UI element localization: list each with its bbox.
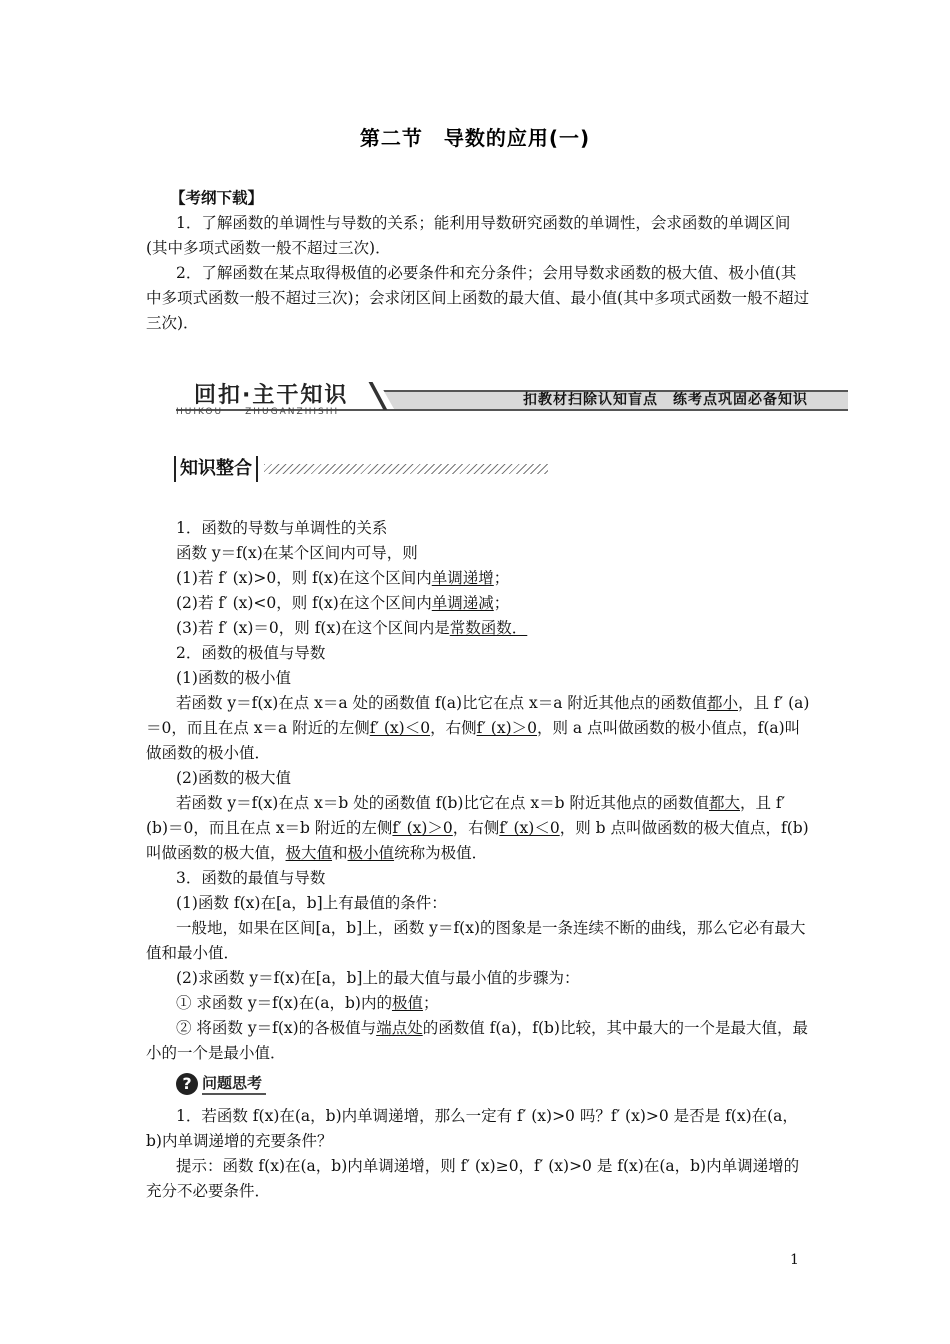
syllabus-heading: 【考纲下载】	[170, 189, 264, 207]
s3-condition-text: 一般地，如果在区间[a，b]上，函数 y＝f(x)的图象是一条连续不断的曲线，那么它必有最大值和最小值．	[146, 919, 806, 962]
s3-condition-heading: (1)函数 f(x)在[a，b]上有最值的条件：	[176, 894, 447, 912]
s2-max-text: 若函数 y＝f(x)在点 x＝b 处的函数值 f(b)比它在点 x＝b 附近其他点的函数值都大，且 f′ (b)＝0，而且在点 x＝b 附近的左侧f′ (x)＞0，右侧f′ (x)＜0，则 b 点叫做函数的极大值点，f(b)叫做函数的极大值，极大值和极小值统称为极值．	[146, 794, 809, 862]
question-icon: ?	[176, 1073, 198, 1095]
banner-pinyin: HUIKOU ZHUGANZHISHI	[176, 407, 340, 417]
knowledge-box	[174, 456, 548, 482]
think-badge	[176, 1072, 266, 1095]
s2-heading: 2．函数的极值与导数	[176, 644, 326, 662]
think-answer: 提示：函数 f(x)在(a，b)内单调递增，则 f′ (x)≥0，f′ (x)>0 是 f(x)在(a，b)内单调递增的充分不必要条件．	[146, 1157, 800, 1200]
syllabus-item-1: 1．了解函数的单调性与导数的关系；能利用导数研究函数的单调性，会求函数的单调区间(其中多项式函数一般不超过三次)．	[146, 214, 791, 257]
s1-heading: 1．函数的导数与单调性的关系	[176, 519, 388, 537]
s2-max-heading: (2)函数的极大值	[176, 769, 291, 787]
think-content	[146, 1104, 810, 1204]
s2-min-heading: (1)函数的极小值	[176, 669, 291, 687]
s1-line-2: (2)若 f′ (x)<0，则 f(x)在这个区间内单调递减；	[176, 594, 510, 612]
think-question: 1．若函数 f(x)在(a，b)内单调递增，那么一定有 f′ (x)>0 吗？f′ (x)>0 是否是 f(x)在(a，b)内单调递增的充要条件？	[146, 1107, 798, 1150]
page-title: 第二节 导数的应用(一)	[359, 126, 591, 150]
blank-answer: 单调递减	[431, 594, 494, 612]
s1-line-3: (3)若 f′ (x)＝0，则 f(x)在这个区间内是常数函数．	[176, 619, 528, 637]
s1-line-1: (1)若 f′ (x)>0，则 f(x)在这个区间内单调递增；	[176, 569, 510, 587]
knowledge-label: 知识整合	[174, 456, 258, 482]
syllabus-section	[146, 186, 810, 336]
s3-heading: 3．函数的最值与导数	[176, 869, 326, 887]
page-number: 1	[790, 1252, 799, 1268]
s3-step-2: ② 将函数 y＝f(x)的各极值与端点处的函数值 f(a)，f(b)比较，其中最大的一个是最大值，最小的一个是最小值．	[146, 1019, 808, 1062]
knowledge-content	[146, 516, 810, 1066]
s3-steps-heading: (2)求函数 y＝f(x)在[a，b]上的最大值与最小值的步骤为：	[176, 969, 580, 987]
syllabus-item-2: 2．了解函数在某点取得极值的必要条件和充分条件；会用导数求函数的极大值、极小值(其中多项式函数一般不超过三次)；会求闭区间上函数的最大值、最小值(其中多项式函数一般不超过三次)．	[146, 264, 810, 332]
hatch-decoration	[264, 464, 548, 474]
section-banner	[176, 378, 848, 417]
s3-step-1: ① 求函数 y＝f(x)在(a，b)内的极值；	[176, 994, 439, 1012]
s2-min-text: 若函数 y＝f(x)在点 x＝a 处的函数值 f(a)比它在点 x＝a 附近其他点的函数值都小，且 f′ (a)＝0，而且在点 x＝a 附近的左侧f′ (x)＜0，右侧f′ (x)＞0，则 a 点叫做函数的极小值点，f(a)叫做函数的极小值．	[146, 694, 810, 762]
blank-answer: 单调递增	[431, 569, 494, 587]
think-label: 问题思考	[202, 1072, 266, 1095]
s1-intro: 函数 y＝f(x)在某个区间内可导，则	[176, 544, 418, 562]
banner-heading: 回扣·主干知识	[194, 383, 349, 408]
blank-answer: 常数函数．	[449, 619, 528, 637]
banner-slogan: 扣教材扫除认知盲点 练考点巩固必备知识	[523, 392, 808, 408]
